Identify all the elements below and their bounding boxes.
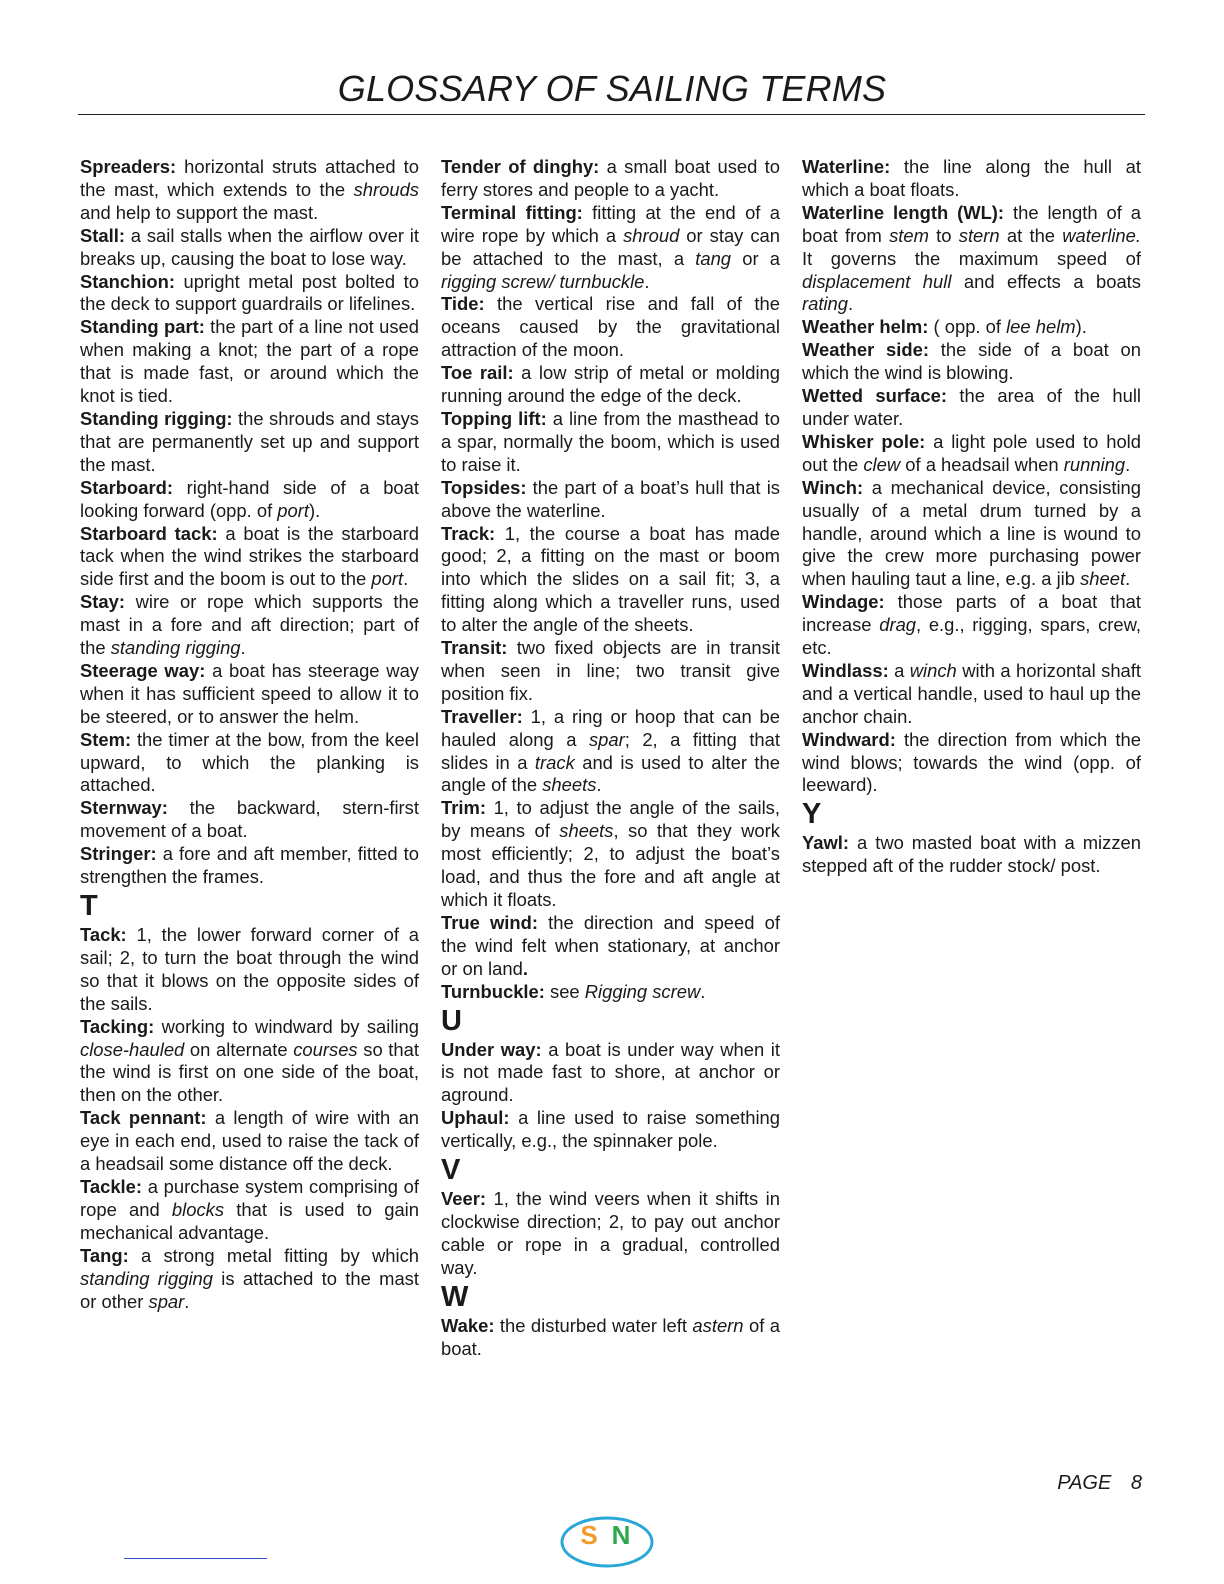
definition-text: the timer at the bow, from the keel upward, to which the planking is attached. — [80, 728, 419, 796]
glossary-entry — [441, 706, 780, 798]
term: Stem: — [80, 728, 132, 750]
definition-text: or a — [731, 247, 780, 269]
section-letter: T — [80, 890, 98, 922]
definition-text: on alternate — [184, 1038, 294, 1060]
definition-text: the part of a boat’s hull that is above the waterline. — [441, 476, 780, 521]
definition-text: , so that they work most efficiently; 2, to adjust the boat’s load, and thus the fore and aft angle at which it floats. — [441, 820, 780, 910]
title-rule — [78, 114, 1145, 115]
term: Under way: — [441, 1038, 542, 1060]
definition-text: the direction and speed of the wind felt when stationary, at anchor or on land — [441, 911, 780, 979]
cross-reference: lee helm — [1006, 316, 1076, 338]
definition-text: . — [1125, 453, 1131, 475]
definition-text: It governs the maximum speed of — [802, 247, 1141, 269]
definition-text: . — [848, 293, 854, 315]
glossary-entry — [441, 637, 780, 706]
term: Stall: — [80, 224, 125, 246]
term: Tackle: — [80, 1175, 143, 1197]
term: Standing part: — [80, 316, 205, 338]
definition-text: at the — [999, 224, 1063, 246]
definition-text: two fixed objects are in transit when seen in line; two transit give position fix. — [441, 637, 780, 704]
glossary-entry — [80, 843, 419, 889]
definition-text: a boat is the starboard tack when the wind strikes the starboard side first and the boom is out to the — [80, 522, 420, 590]
definition-text: and is used to alter the angle of the — [441, 751, 781, 796]
cross-reference: shrouds — [353, 178, 419, 200]
glossary-entry — [802, 202, 1141, 317]
term: Waterline length (WL): — [802, 201, 1005, 223]
definition-text: . — [184, 1290, 190, 1312]
definition-text: . — [1125, 568, 1131, 590]
definition-text: those parts of a boat that increase — [802, 591, 1141, 636]
definition-text: a low strip of metal or molding running around the edge of the deck. — [441, 362, 780, 407]
cross-reference: sheet — [1080, 568, 1126, 590]
cross-reference: spar — [148, 1290, 185, 1312]
term: Track: — [441, 522, 496, 544]
cross-reference: spar — [588, 728, 625, 750]
glossary-entry — [80, 1016, 419, 1108]
definition-text: see — [544, 980, 585, 1002]
glossary-entry — [441, 1107, 780, 1153]
term: Tender of dinghy: — [441, 156, 600, 177]
cross-reference: sheets — [542, 774, 597, 796]
definition-text: a line from the masthead to a spar, normally the boom, which is used to raise it. — [441, 407, 780, 475]
glossary-entry — [802, 660, 1141, 729]
cross-reference: close-hauled — [80, 1038, 185, 1060]
cross-reference: blocks — [171, 1198, 225, 1220]
term: Yawl: — [802, 832, 850, 854]
glossary-entry — [80, 156, 419, 225]
term: Stringer: — [80, 843, 157, 865]
definition-text: a fore and aft member, fitted to strengthen the frames. — [80, 843, 419, 888]
logo-ring — [562, 1518, 652, 1566]
definition-text: a mechanical device, consisting usually of a metal drum turned by a handle, around which a line is wound to give the crew more purchasing power when hauling taut a line, e.g. a jib — [802, 476, 1141, 590]
definition-text: right-hand side of a boat looking forward (opp. of — [80, 476, 419, 521]
definition-text: ( opp. of — [928, 316, 1007, 338]
definition-text: 1, the wind veers when it shifts in clockwise direction; 2, to pay out anchor cable or rope in a gradual, controlled way. — [441, 1188, 780, 1278]
definition-text: a length of wire with an eye in each end, used to raise the tack of a headsail some distance off the deck. — [80, 1107, 419, 1175]
definition-text: the side of a boat on which the wind is blowing. — [802, 339, 1141, 384]
glossary-entry — [441, 477, 780, 523]
definition-text: a strong metal fitting by which — [128, 1244, 419, 1266]
definition-text: 1, to adjust the angle of the sails, by means of — [441, 797, 780, 842]
glossary-entry — [80, 591, 419, 660]
section-letter: W — [441, 1280, 469, 1313]
glossary-entry — [441, 912, 780, 981]
term: Starboard tack: — [80, 522, 218, 544]
definition-text: the disturbed water left — [494, 1314, 693, 1336]
definition-text: wire or rope which supports the mast in a fore and aft direction; part of the — [80, 591, 419, 659]
definition-text: the backward, stern-first movement of a boat. — [80, 797, 419, 842]
definition-text: or stay can be attached to the mast, a — [441, 224, 780, 269]
glossary-entry — [802, 431, 1141, 477]
glossary-entry — [80, 729, 419, 798]
cross-reference: standing rigging — [80, 1267, 214, 1289]
definition-text: . — [240, 637, 246, 659]
term: Whisker pole: — [802, 430, 926, 452]
definition-text: working to windward by sailing — [154, 1015, 419, 1037]
glossary-entry — [802, 729, 1141, 798]
glossary-entry — [80, 408, 419, 477]
definition-text: fitting at the end of a wire rope by which a — [441, 201, 780, 246]
definition-text: upright metal post bolted to the deck to support guardrails or lifelines. — [80, 270, 419, 315]
cross-reference: Rigging screw — [584, 980, 701, 1002]
term: Terminal fitting: — [441, 201, 583, 223]
glossary-entry — [441, 1039, 780, 1108]
term: Toe rail: — [441, 362, 514, 384]
term: Tang: — [80, 1244, 129, 1266]
definition-text: horizontal struts attached to the mast, which extends to the — [80, 156, 419, 200]
glossary-entry — [441, 981, 780, 1004]
cross-reference: stern — [958, 224, 1000, 246]
definition-text: with a horizontal shaft and a vertical handle, used to haul up the anchor chain. — [802, 659, 1141, 727]
definition-text: . — [700, 980, 706, 1002]
definition-text: 1, the lower forward corner of a sail; 2, to turn the boat through the wind so that it blows on the opposite sides of the sails. — [80, 924, 419, 1014]
term: Topsides: — [441, 476, 527, 498]
cross-reference: rating — [802, 293, 849, 315]
sn-logo-icon — [559, 1512, 655, 1568]
glossary-column-1 — [80, 156, 419, 1313]
glossary-entry — [441, 408, 780, 477]
definition-text: that is used to gain mechanical advantage. — [80, 1198, 419, 1243]
definition-text: and help to support the mast. — [80, 201, 319, 223]
cross-reference: port — [371, 568, 404, 590]
term: Standing rigging: — [80, 407, 233, 429]
glossary-entry — [80, 225, 419, 271]
definition-text: , e.g., rigging, spars, crew, etc. — [802, 614, 1142, 659]
definition-text: the length of a boat from — [802, 201, 1141, 246]
definition-text: a small boat used to ferry stores and people to a yacht. — [441, 156, 780, 200]
definition-text: the vertical rise and fall of the oceans caused by the gravitational attraction of the moon. — [441, 293, 780, 361]
definition-text: to — [928, 224, 959, 246]
cross-reference: courses — [293, 1038, 358, 1060]
term: Wetted surface: — [802, 385, 947, 407]
glossary-entry — [441, 523, 780, 638]
term: Veer: — [441, 1188, 486, 1210]
definition-text: a boat is under way when it is not made fast to shore, at anchor or aground. — [441, 1038, 780, 1106]
definition-text: . — [644, 270, 650, 292]
cross-reference: sheets — [559, 820, 614, 842]
term: Winch: — [802, 476, 864, 498]
definition-text: a sail stalls when the airflow over it breaks up, causing the boat to lose way. — [80, 224, 419, 269]
glossary-entry — [802, 316, 1141, 339]
definition-text: the shrouds and stays that are permanently set up and support the mast. — [80, 407, 419, 475]
term: Waterline: — [802, 156, 891, 177]
glossary-entry — [441, 797, 780, 912]
term: Topping lift: — [441, 407, 547, 429]
logo-letter-n: N — [611, 1520, 631, 1550]
term: Turnbuckle: — [441, 980, 545, 1002]
definition-text: the line along the hull at which a boat floats. — [802, 156, 1141, 200]
term: Spreaders: — [80, 156, 177, 177]
term: Stay: — [80, 591, 125, 613]
logo-letter-s: S — [580, 1520, 598, 1550]
glossary-entry — [802, 832, 1141, 878]
glossary-entry — [80, 523, 419, 592]
term: Transit: — [441, 637, 508, 659]
cross-reference: winch — [909, 659, 957, 681]
glossary-entry — [80, 1107, 419, 1176]
definition-text: a purchase system comprising of rope and — [80, 1175, 419, 1220]
term: True wind: — [441, 911, 538, 933]
term: Windage: — [802, 591, 885, 613]
glossary-entry — [80, 924, 419, 1016]
footer-link-line — [124, 1558, 267, 1559]
definition-text: a two masted boat with a mizzen stepped aft of the rudder stock/ post. — [802, 832, 1141, 877]
term: Windlass: — [802, 659, 889, 681]
glossary-entry — [441, 362, 780, 408]
cross-reference: rigging screw/ turnbuckle — [441, 270, 645, 292]
glossary-entry — [80, 797, 419, 843]
term: . — [522, 957, 528, 979]
cross-reference: shroud — [623, 224, 680, 246]
term: Windward: — [802, 728, 896, 750]
glossary-entry — [441, 156, 780, 202]
definition-text: a — [888, 659, 910, 681]
definition-text: . — [596, 774, 602, 796]
cross-reference: stem — [889, 224, 929, 246]
definition-text: . — [403, 568, 409, 590]
glossary-column-3 — [802, 156, 1141, 878]
glossary-entry — [802, 156, 1141, 202]
definition-text: 1, a ring or hoop that can be hauled along a — [441, 705, 780, 750]
page-number: PAGE 8 — [1057, 1472, 1142, 1494]
cross-reference: astern — [692, 1314, 744, 1336]
glossary-entry — [441, 293, 780, 362]
definition-text: 1, the course a boat has made good; 2, a fitting on the mast or boom into which the slides on a sail fit; 3, a fitting along which a traveller runs, used to alter the angle of the sheets. — [441, 522, 780, 636]
term: Stanchion: — [80, 270, 176, 292]
term: Weather side: — [802, 339, 929, 361]
glossary-entry — [80, 1176, 419, 1245]
definition-text: the area of the hull under water. — [802, 385, 1142, 429]
glossary-entry — [441, 202, 780, 294]
term: Wake: — [441, 1314, 495, 1336]
definition-text: a boat has steerage way when it has sufficient speed to allow it to be steered, or to answer the helm. — [80, 659, 419, 727]
glossary-entry — [802, 477, 1141, 592]
glossary-entry — [802, 385, 1141, 431]
definition-text: is attached to the mast or other — [80, 1267, 419, 1312]
cross-reference: clew — [863, 453, 901, 475]
cross-reference: waterline. — [1062, 224, 1141, 246]
glossary-column-2 — [441, 156, 780, 1361]
term: Tack: — [80, 924, 127, 945]
glossary-entry — [802, 339, 1141, 385]
cross-reference: tang — [695, 247, 732, 269]
term: Sternway: — [80, 797, 168, 819]
definition-text: of a headsail when — [900, 453, 1064, 475]
glossary-entry — [441, 1188, 780, 1280]
glossary-entry — [80, 316, 419, 408]
section-letter: Y — [802, 798, 822, 831]
definition-text: ). — [1075, 316, 1087, 338]
definition-text: ; 2, a fitting that slides in a — [441, 728, 780, 773]
glossary-entry — [80, 1245, 419, 1314]
section-letter: V — [441, 1154, 461, 1187]
glossary-entry — [80, 271, 419, 317]
page-title: GLOSSARY OF SAILING TERMS — [337, 68, 887, 109]
cross-reference: standing rigging — [110, 637, 241, 659]
definition-text: so that the wind is first on one side of the boat, then on the other. — [80, 1038, 419, 1106]
definition-text: and effects a boats — [951, 270, 1141, 292]
cross-reference: drag — [879, 614, 917, 636]
glossary-entry — [441, 1315, 780, 1361]
term: Tacking: — [80, 1015, 155, 1037]
term: Weather helm: — [802, 316, 929, 338]
glossary-entry — [80, 660, 419, 729]
term: Steerage way: — [80, 659, 206, 681]
definition-text: the part of a line not used when making a knot; the part of a rope that is made fast, or around which the knot is tied. — [80, 316, 419, 407]
term: Uphaul: — [441, 1107, 510, 1129]
cross-reference: port — [277, 499, 309, 521]
term: Tack pennant: — [80, 1107, 207, 1129]
cross-reference: track — [534, 751, 575, 773]
term: Traveller: — [441, 705, 523, 727]
definition-text: a light pole used to hold out the — [802, 430, 1141, 475]
definition-text: of a boat. — [441, 1314, 780, 1359]
definition-text: the direction from which the wind blows; towards the wind (opp. of leeward). — [802, 728, 1141, 796]
glossary-entry — [80, 477, 419, 523]
term: Starboard: — [80, 476, 173, 498]
term: Trim: — [441, 797, 486, 819]
glossary-entry — [802, 591, 1141, 660]
definition-text: ). — [309, 499, 321, 521]
section-letter: U — [441, 1004, 462, 1037]
cross-reference: displacement hull — [802, 270, 952, 292]
term: Tide: — [441, 293, 485, 315]
definition-text: a line used to raise something vertically, e.g., the spinnaker pole. — [441, 1107, 780, 1152]
cross-reference: running — [1063, 453, 1126, 475]
